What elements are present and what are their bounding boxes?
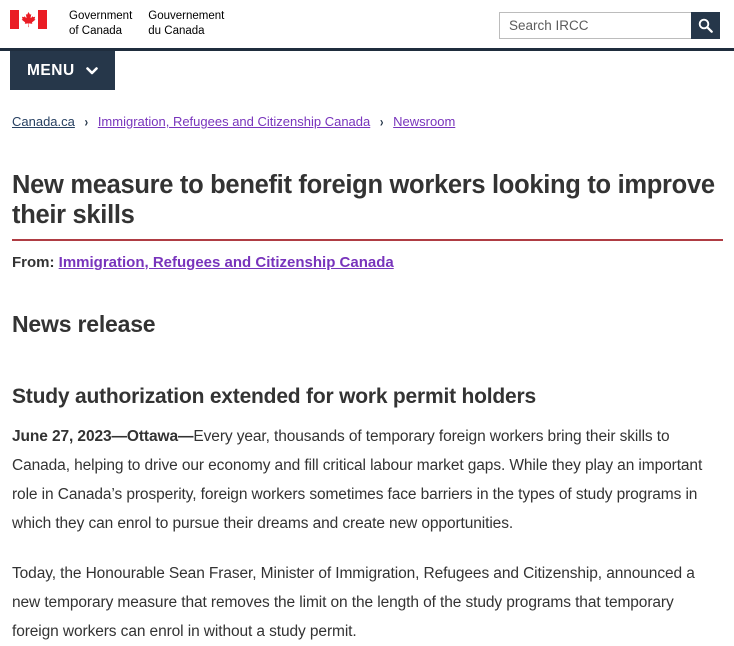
- breadcrumb: [12, 113, 722, 132]
- flag-left-bar: [10, 10, 19, 29]
- paragraph-2: [12, 559, 723, 646]
- main-menu-bar: [0, 48, 734, 90]
- paragraph-2-text: Today, the Honourable Sean Fraser, Minister of Immigration, Refugees and Citizenship, announced a new temporary measure that removes the limit on the length of the study programs that temporary foreign workers can enrol in without a study permit.: [12, 565, 695, 640]
- breadcrumb-separator-icon: ›: [84, 115, 89, 131]
- government-of-canada-signature[interactable]: [10, 9, 224, 39]
- breadcrumb-separator-icon: ›: [379, 115, 384, 131]
- page-title: New measure to benefit foreign workers looking to improve their skills: [12, 171, 715, 229]
- maple-leaf-icon: [20, 11, 37, 28]
- breadcrumb-link-newsroom[interactable]: Newsroom: [393, 114, 456, 129]
- paragraph-1-text: Every year, thousands of temporary foreign workers bring their skills to Canada, helping to drive our economy and fill critical labour market gaps. While they play an important role in Canada’s prosperity, foreign workers sometimes face barriers in the types of study programs in which they can enrol to pursue their dreams and create new opportunities.: [12, 428, 703, 532]
- from-department-link[interactable]: Immigration, Refugees and Citizenship Canada: [58, 254, 394, 271]
- search-icon: [698, 18, 713, 33]
- breadcrumb-link-ircc[interactable]: Immigration, Refugees and Citizenship Canada: [97, 114, 371, 129]
- release-subheading: Study authorization extended for work permit holders: [12, 385, 536, 408]
- fip-french: [148, 9, 224, 39]
- breadcrumb-link-canada-ca[interactable]: Canada.ca: [12, 114, 75, 129]
- paragraph-1: [12, 422, 723, 538]
- fip-wordmark: [69, 9, 224, 39]
- menu-button-label: MENU: [27, 61, 75, 79]
- search-button[interactable]: [691, 12, 720, 39]
- menu-button[interactable]: [10, 51, 115, 90]
- search-input[interactable]: [499, 12, 691, 39]
- fip-fr-line2: du Canada: [148, 25, 205, 37]
- dateline: June 27, 2023—Ottawa—: [12, 428, 194, 445]
- site-search: [499, 12, 720, 39]
- article-content: [0, 170, 734, 646]
- flag-field: [19, 10, 38, 29]
- from-label: From:: [12, 254, 55, 271]
- canada-flag-icon: [10, 10, 47, 29]
- fip-english: [69, 9, 132, 39]
- site-header: [0, 0, 734, 48]
- fip-fr-line1: Gouvernement: [148, 10, 225, 22]
- fip-en-line1: Government: [69, 10, 133, 22]
- title-block: [12, 170, 723, 241]
- release-body: [12, 422, 723, 646]
- flag-right-bar: [38, 10, 47, 29]
- chevron-down-icon: [86, 67, 98, 75]
- fip-en-line2: of Canada: [69, 25, 123, 37]
- from-line: [12, 254, 723, 271]
- news-release-heading: News release: [12, 311, 156, 337]
